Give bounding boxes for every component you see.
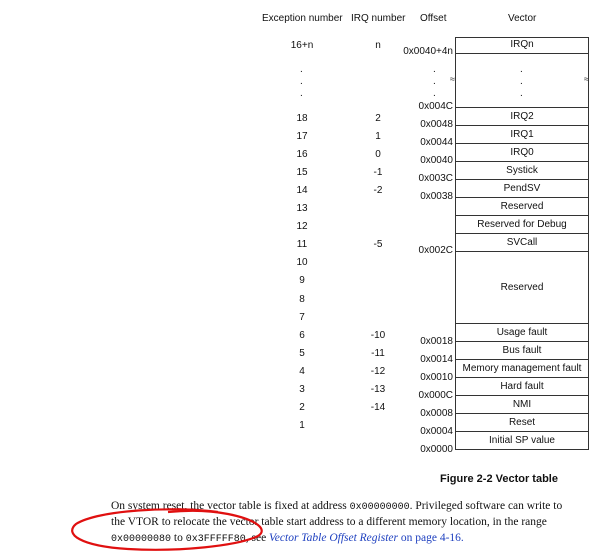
header-vector: Vector xyxy=(508,13,537,24)
vector-cell: IRQ1 xyxy=(455,126,589,144)
irq-number: -1 xyxy=(373,167,383,178)
code-address: 0x00000000 xyxy=(349,502,410,513)
exception-number: 4 xyxy=(299,366,305,377)
vector-cell: PendSV xyxy=(455,180,589,198)
text: , see xyxy=(245,532,270,544)
text: . Privileged software can write to xyxy=(409,500,563,512)
irq-number: -14 xyxy=(370,402,386,413)
offset-value: 0x0038 xyxy=(420,191,453,202)
text: On system reset, the vector table is fixed at address xyxy=(111,500,350,512)
irq-number: -10 xyxy=(370,330,386,341)
header-offset: Offset xyxy=(420,13,447,24)
vector-cell: NMI xyxy=(455,396,589,414)
exception-number: 2 xyxy=(299,402,305,413)
vector-cell: IRQ0 xyxy=(455,144,589,162)
exception-number: 8 xyxy=(299,294,305,305)
figure-caption: Figure 2-2 Vector table xyxy=(440,473,558,485)
irq-number: 2 xyxy=(375,113,381,124)
offset-value: 0x0044 xyxy=(420,137,453,148)
irq-number: 0 xyxy=(375,149,381,160)
irq-number: -5 xyxy=(373,239,383,250)
vector-cell: Systick xyxy=(455,162,589,180)
exception-number: 3 xyxy=(299,384,305,395)
break-mark-right-icon: ≈ xyxy=(584,74,589,84)
table-divider xyxy=(455,107,589,108)
irq-number: n xyxy=(375,40,381,51)
offset-value: 0x003C xyxy=(418,173,453,184)
offset-value: 0x000C xyxy=(418,390,453,401)
text: to xyxy=(171,532,186,544)
ellipsis-dot: . xyxy=(433,76,436,87)
vector-cell: Reserved xyxy=(455,252,589,324)
offset-value: 0x002C xyxy=(418,245,453,256)
irq-number: -12 xyxy=(370,366,386,377)
exception-number: 18 xyxy=(296,113,308,124)
vector-cell: Usage fault xyxy=(455,324,589,342)
code-range-start: 0x00000080 xyxy=(111,534,172,545)
irq-number: -13 xyxy=(370,384,386,395)
ellipsis-dot: . xyxy=(300,64,303,75)
exception-number: 17 xyxy=(296,131,308,142)
irq-number: -11 xyxy=(371,348,385,359)
ellipsis-dot: . xyxy=(433,64,436,75)
exception-number: 12 xyxy=(296,221,308,232)
exception-number: 5 xyxy=(299,348,305,359)
exception-number: 11 xyxy=(296,239,308,250)
vector-cell: Bus fault xyxy=(455,342,589,360)
ellipsis-dot: . xyxy=(520,64,523,75)
vtor-link[interactable]: Vector Table Offset Register xyxy=(269,532,398,544)
offset-value: 0x0008 xyxy=(420,408,453,419)
vector-cell: SVCall xyxy=(455,234,589,252)
irq-number: 1 xyxy=(375,131,381,142)
vector-cell: Hard fault xyxy=(455,378,589,396)
vector-cell: Reserved xyxy=(455,198,589,216)
exception-number: 14 xyxy=(296,185,308,196)
red-ellipse-annotation xyxy=(68,506,268,552)
exception-number: 13 xyxy=(296,203,308,214)
vector-cell: Reserved for Debug xyxy=(455,216,589,234)
exception-number: 7 xyxy=(299,312,305,323)
exception-number: 6 xyxy=(299,330,305,341)
offset-value: 0x0014 xyxy=(420,354,453,365)
vector-cell: Initial SP value xyxy=(455,432,589,450)
vector-cell: Reset xyxy=(455,414,589,432)
ellipsis-dot: . xyxy=(520,88,523,99)
exception-number: 15 xyxy=(296,167,308,178)
code-range-end: 0x3FFFFF80 xyxy=(185,534,246,545)
exception-number: 10 xyxy=(296,257,308,268)
text: the VTOR to relocate the vector table start address to a different memory location, in the range xyxy=(111,516,547,528)
header-irq-number: IRQ number xyxy=(351,13,406,24)
ellipsis-dot: . xyxy=(433,88,436,99)
exception-number: 1 xyxy=(299,420,305,431)
offset-value: 0x0048 xyxy=(420,119,453,130)
offset-value: 0x0040+4n xyxy=(403,46,453,57)
vector-cell: IRQ2 xyxy=(455,108,589,126)
vector-cell: Memory management fault xyxy=(455,360,589,378)
ellipsis-dot: . xyxy=(300,88,303,99)
offset-value: 0x0018 xyxy=(420,336,453,347)
offset-value: 0x0000 xyxy=(420,444,453,455)
irq-number: -2 xyxy=(373,185,383,196)
ellipsis-dot: . xyxy=(300,76,303,87)
exception-number: 16 xyxy=(296,149,308,160)
exception-number: 9 xyxy=(299,275,305,286)
header-exception-number: Exception number xyxy=(262,13,343,24)
exception-number: 16+n xyxy=(290,40,314,51)
offset-value: 0x0040 xyxy=(420,155,453,166)
offset-value: 0x004C xyxy=(418,101,453,112)
offset-value: 0x0010 xyxy=(420,372,453,383)
break-mark-left-icon: ≈ xyxy=(450,74,455,84)
ellipsis-dot: . xyxy=(520,76,523,87)
vector-cell: IRQn xyxy=(455,37,589,54)
offset-value: 0x0004 xyxy=(420,426,453,437)
page-reference[interactable]: on page 4-16. xyxy=(397,532,464,544)
